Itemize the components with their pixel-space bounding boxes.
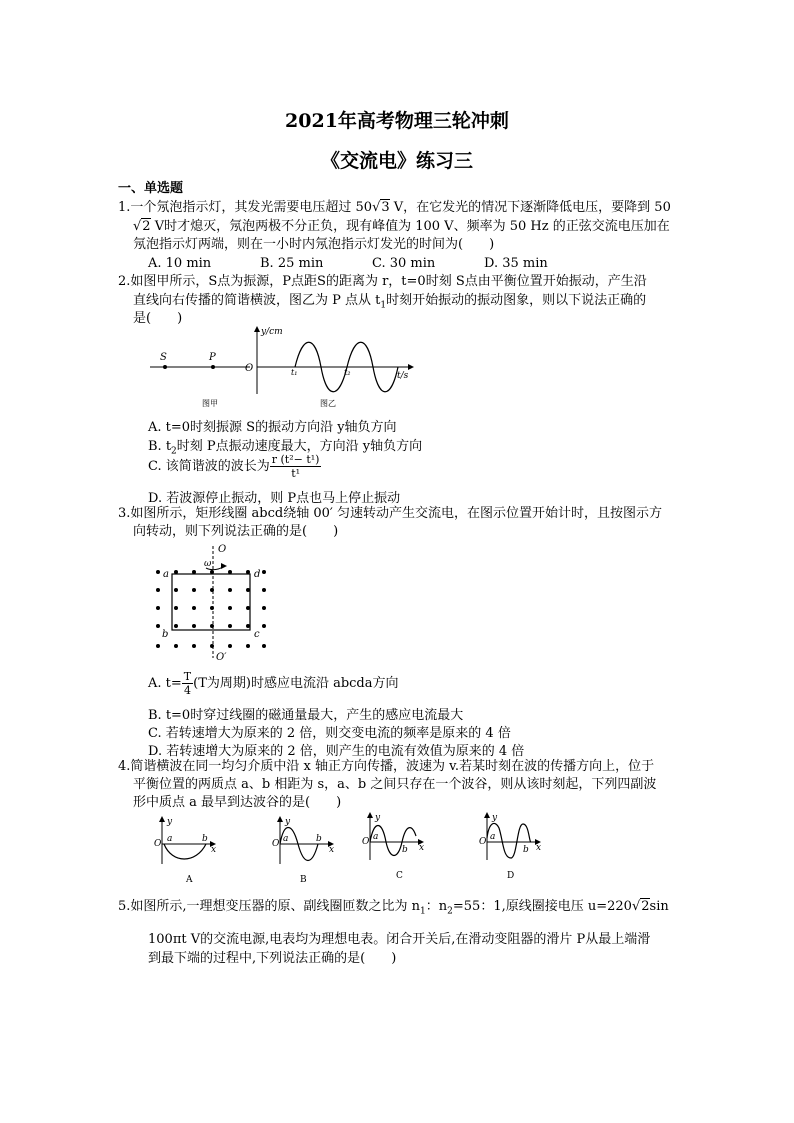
q1-option-a: A. 10 min [148,256,212,271]
q3-option-c: C. 若转速增大为原来的 2 倍，则交变电流的频率是原来的 4 倍 [148,726,511,741]
q1-option-d: D. 35 min [484,256,548,271]
q2-frac-num: r (t²− t¹) [271,453,320,466]
section-heading: 一、单选题 [118,181,184,196]
q5-sub: 2 [447,906,453,917]
q4-b-label-a: a [283,834,289,844]
q4-c-label-x: x [419,843,425,853]
q4-d-label-x: x [536,843,542,853]
q2-line1: 2.如图甲所示，S点为振源，P点距S的距离为 r，t=0时刻 S点由平衡位置开始振动，产生沿 [118,274,647,289]
q4-b-y-arrow [277,816,283,822]
q2-sub: 1 [380,300,387,311]
page-subtitle: 《交流电》练习三 [320,150,473,172]
q2-label-p: P [209,352,216,363]
q2-option-c [148,453,321,480]
q1-line3: 氖泡指示灯两端，则在一小时内氖泡指示灯发光的时间为( ) [133,237,495,252]
q4-c-label-y: y [375,813,381,823]
q4-c-label-a: a [373,832,379,842]
q5-line2: 100πt V的交流电源,电表均为理想电表。闭合开关后,在滑动变阻器的滑片 P从最上端滑 [148,932,651,947]
q4-d-label-a: a [490,832,496,842]
q2-fraction [270,453,322,480]
q2-text: B. t [148,439,172,454]
q3-frac-den: 4 [183,684,191,697]
q5-root: 2 [641,899,650,914]
q2-caption-jia: 图甲 [202,399,218,408]
q4-d-caption: D [507,871,515,881]
q5-text: =55：1,原线圈接电压 u=220 [452,899,632,914]
q1-line2: √2 V时才熄灭，氖泡两极不分正负，现有峰值为 100 V、频率为 50 Hz 的正弦交流电压加在 [133,219,670,234]
q5-text: ：n [425,899,448,914]
q3-fraction [182,670,193,697]
q3-label-b: b [162,629,169,640]
q5-line1: 5.如图所示,一理想变压器的原、副线圈匝数之比为 $n_1$：$n_2=55$：1,原线圈接电压 u=220√2sin [118,899,669,917]
q4-a-curve [164,844,206,859]
q3-frac-num: T [183,670,192,683]
q2-label-y: y/cm [261,327,283,337]
q3-label-o: O [218,544,227,555]
q2-point-s [163,365,167,369]
q1-text: V时才熄灭，氖泡两极不分正负，现有峰值为 100 V、频率为 50 Hz 的正弦交流电压加在 [150,219,670,234]
q4-d-label-y: y [492,813,498,823]
q2-frac-den: t¹ [291,467,301,480]
q2-line3: 是( ) [133,311,183,326]
q2-text: 直线向右传播的简谐横波，图乙为 P 点从 t [133,293,381,308]
q2-label-o: O [245,363,254,374]
q4-wave-d [477,810,557,882]
q3-option-b: B. t=0时穿过线圈的磁通量最大，产生的感应电流最大 [148,708,464,723]
q4-line3: 形中质点 a 最早到达波谷的是( ) [133,795,342,810]
q2-text: 时刻 P点振动速度最大，方向沿 y轴负方向 [176,439,423,454]
q3-coil-rect [172,574,250,630]
q2-label-t: t/s [397,371,409,381]
q2-y-arrow [254,326,260,332]
page-title: 2021年高考物理三轮冲刺 [285,110,509,132]
q2-sub: 2 [171,446,177,457]
q4-a-label-b: b [202,834,208,844]
q2-option-a: A. t=0时刻振源 S的振动方向沿 y轴负方向 [148,420,397,435]
q2-wave-figure [140,324,430,416]
q2-point-p [211,365,215,369]
q4-c-label-b: b [402,845,408,855]
q4-a-label-a: a [167,834,173,844]
q3-option-a [148,670,399,697]
q4-wave-c [360,810,440,882]
q2-line2 [133,292,646,315]
q2-text: 时刻开始振动的振动图象，则以下说法正确的 [386,293,647,308]
q1-option-b: B. 25 min [260,256,324,271]
q1-text: 1.一个氖泡指示灯，其发光需要电压超过 50 [118,200,373,215]
q5-sub: 1 [420,906,426,917]
q4-line2: 平衡位置的两质点 a、b 相距为 s，a、b 之间只存在一个波谷，则从该时刻起，下列四副波 [133,777,657,792]
q3-label-a: a [163,569,169,580]
q5-text: sin [649,899,669,914]
q4-a-label-x: x [211,845,217,855]
q4-b-label-b: b [316,834,322,844]
q4-c-label-o: O [362,837,370,847]
q1-line1: 1.一个氖泡指示灯，其发光需要电压超过 50√3 V，在它发光的情况下逐渐降低电压，要降到 50 [118,200,671,215]
q3-label-d: d [254,569,261,580]
q4-a-label-y: y [167,817,173,827]
q2-text: C. 该简谐波的波长为 [148,459,270,474]
q4-d-label-o: O [479,837,487,847]
q3-text: (T为周期)时感应电流沿 abcda方向 [193,676,399,691]
q3-rotation-arrowhead [221,563,227,569]
q4-b-label-y: y [285,817,291,827]
q4-d-label-b: b [523,845,529,855]
q3-label-c: c [254,629,260,640]
q1-option-c: C. 30 min [372,256,436,271]
q2-label-t2: t₂ [344,368,351,377]
q4-wave-a [152,814,232,886]
q2-label-t1: t₁ [291,368,298,377]
q4-b-label-o: O [272,839,280,849]
q4-c-y-arrow [367,812,373,818]
q5-line3: 到最下端的过程中,下列说法正确的是( ) [148,951,397,966]
q3-text: A. t= [148,676,182,691]
q4-d-y-arrow [484,812,490,818]
q3-coil-figure [148,542,278,666]
q4-line1: 4.简谐横波在同一均匀介质中沿 x 轴正方向传播，波速为 v.若某时刻在波的传播方向上，位于 [118,759,655,774]
q4-a-caption: A [186,875,193,885]
q3-line1: 3.如图所示，矩形线圈 abcd绕轴 00′ 匀速转动产生交流电，在图示位置开始计时，且按图示方 [118,506,662,521]
q1-root: 3 [381,200,390,215]
q5-text: 5.如图所示,一理想变压器的原、副线圈匝数之比为 n [118,899,421,914]
q3-option-d: D. 若转速增大为原来的 2 倍，则产生的电流有效值为原来的 4 倍 [148,744,525,759]
q1-text: V，在它发光的情况下逐渐降低电压，要降到 50 [389,200,671,215]
q3-label-o-prime: O′ [216,652,227,663]
q3-label-omega: ω [204,559,212,569]
q4-a-label-o: O [154,839,162,849]
q2-option-d: D. 若波源停止振动，则 P点也马上停止振动 [148,491,401,506]
q3-line2: 向转动，则下列说法正确的是( ) [133,524,339,539]
q4-a-y-arrow [159,816,165,822]
q4-b-label-x: x [329,845,335,855]
q4-wave-b [270,814,350,886]
q2-caption-yi: 图乙 [320,399,336,408]
q4-b-caption: B [300,875,307,885]
q4-c-caption: C [396,871,403,881]
q2-label-s: S [160,352,167,363]
q1-root: 2 [142,219,151,234]
q2-t-arrow [408,364,414,370]
